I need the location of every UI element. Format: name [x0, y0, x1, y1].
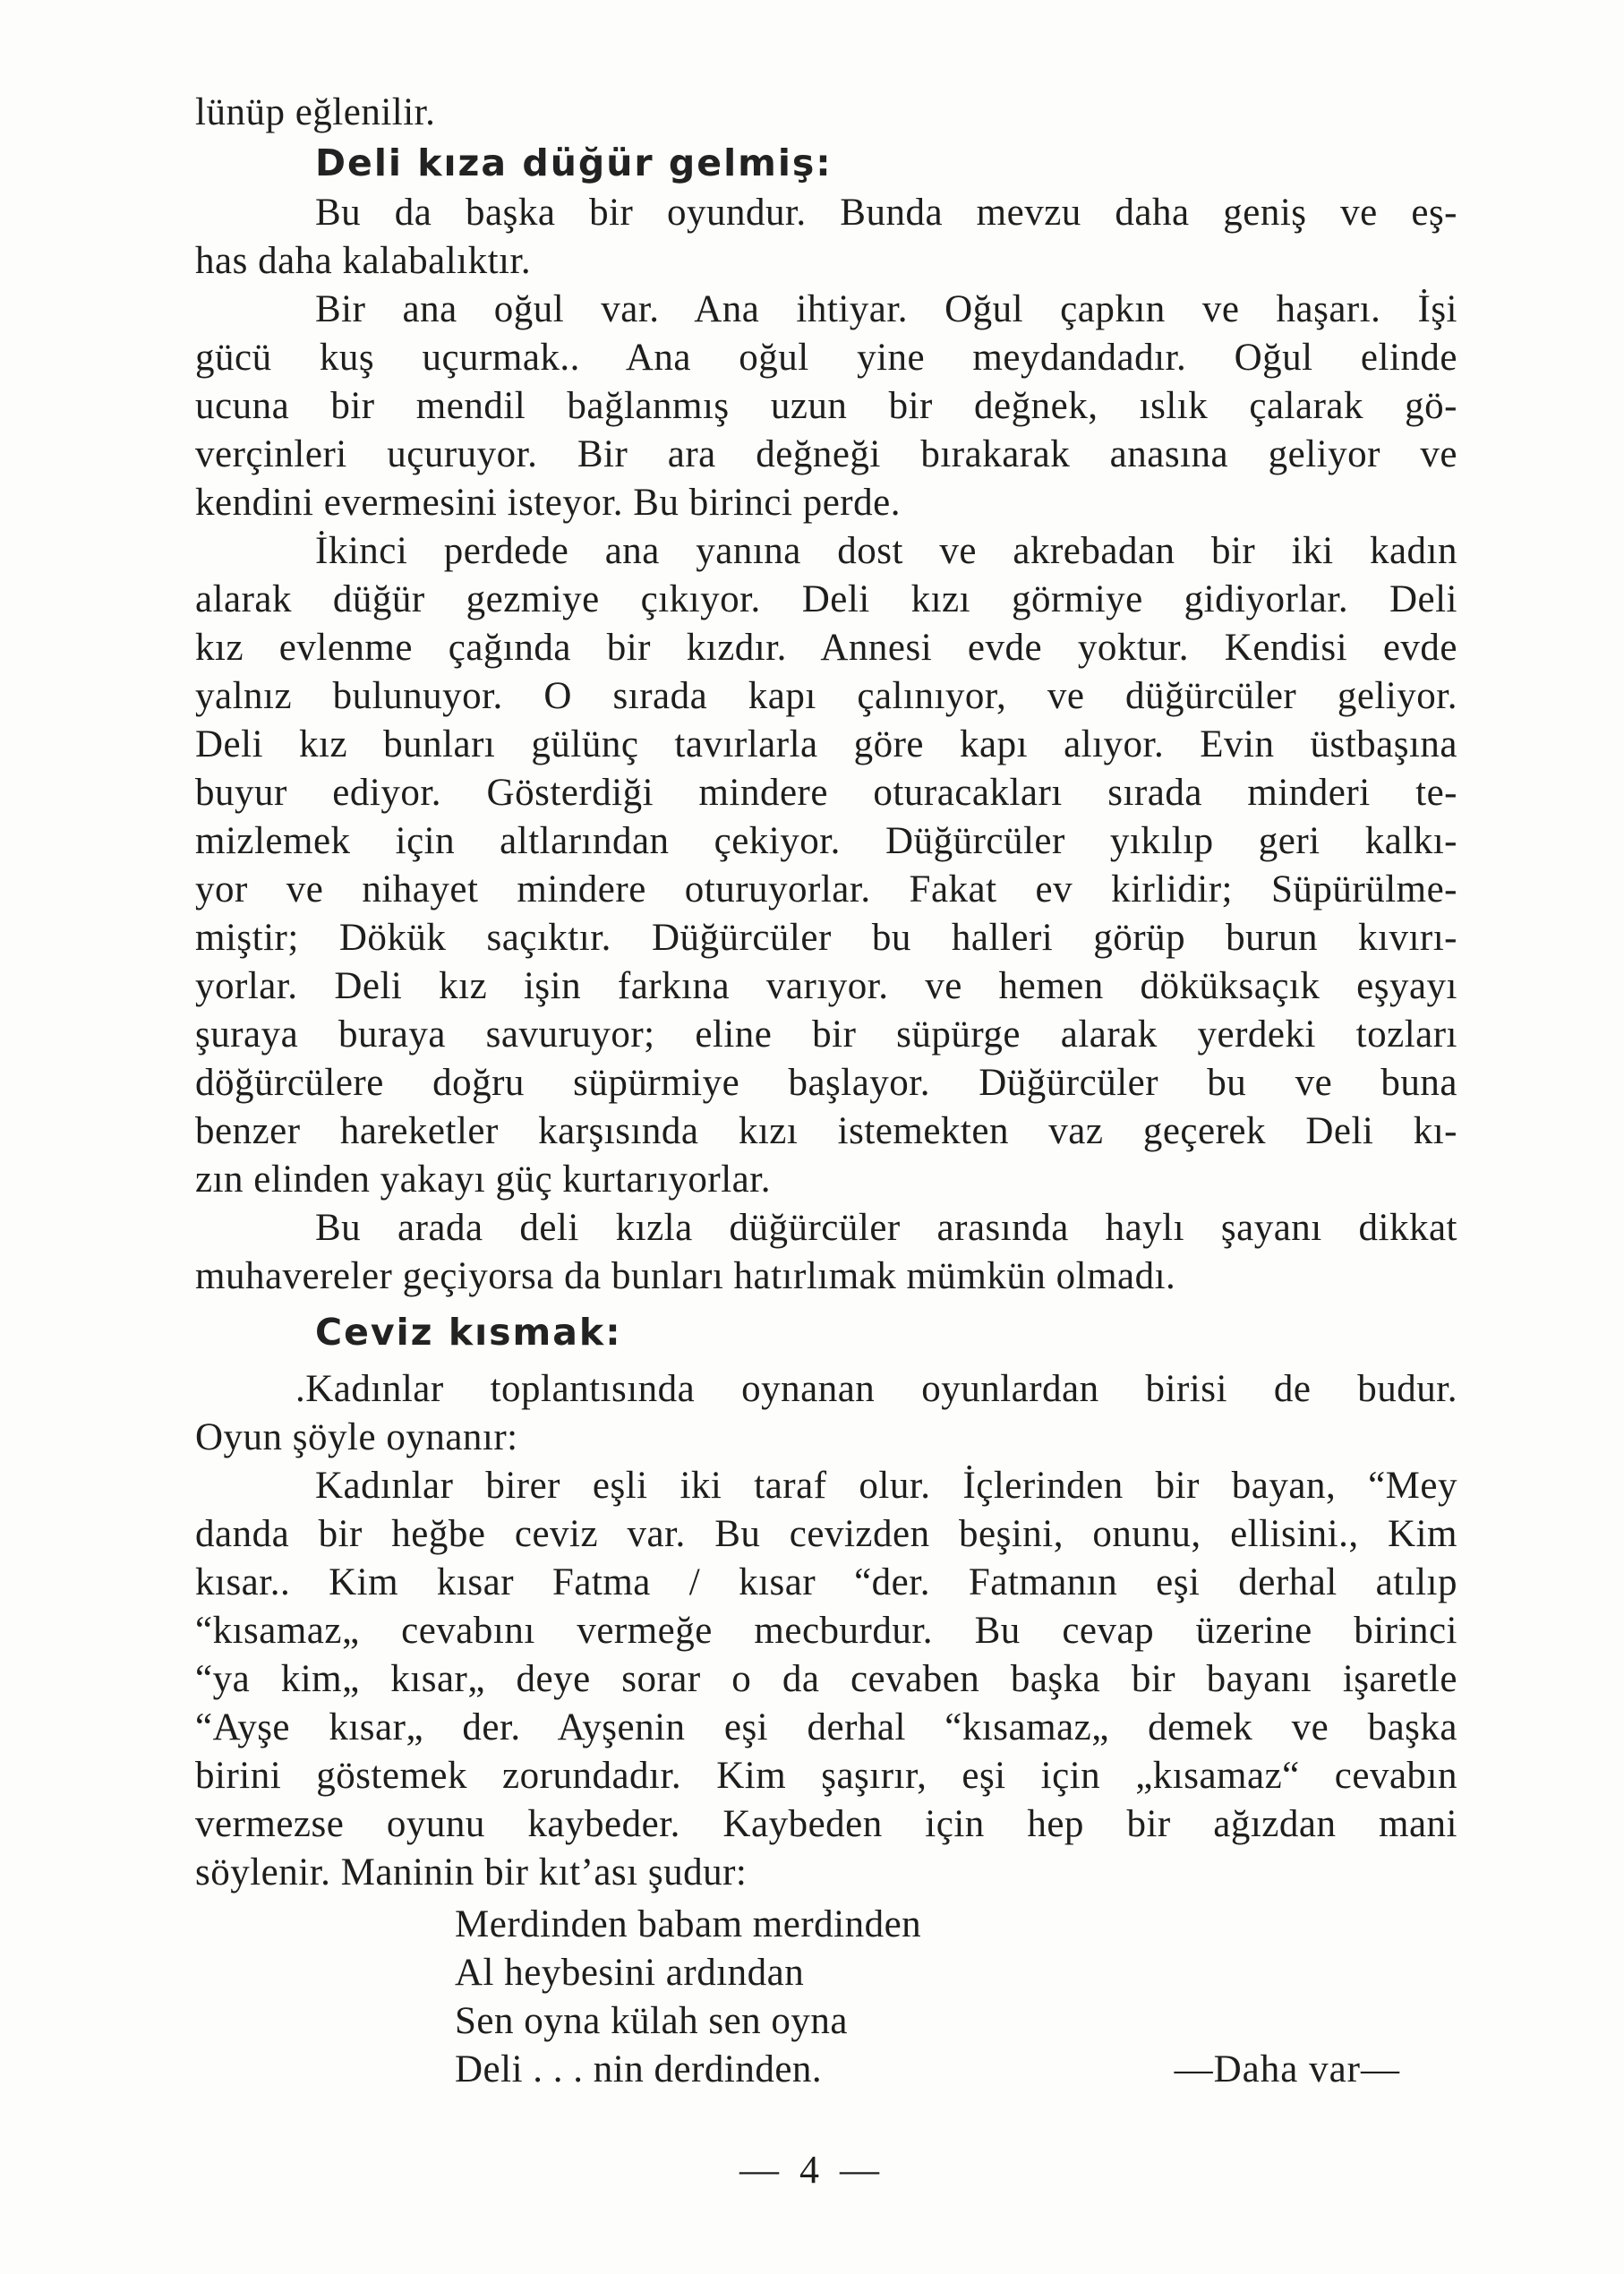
section-heading: Ceviz kısmak: [315, 1311, 622, 1354]
text-line: kısar.. Kim kısar Fatma / kısar “der. Fatmanın eşi derhal atılıp [195, 1561, 1457, 1603]
text-line: “ya kim„ kısar„ deye sorar o da cevaben başka bir bayanı işaretle [195, 1658, 1457, 1700]
text-line: buyur ediyor. Gösterdiği mindere oturacakları sırada minderi te- [195, 772, 1457, 814]
poem-line: Al heybesini ardından [455, 1952, 805, 1994]
continued-note: —Daha var— [1174, 2048, 1400, 2090]
text-line: ucuna bir mendil bağlanmış uzun bir değnek, ıslık çalarak gö- [195, 385, 1457, 427]
text-line: mizlemek için altlarından çekiyor. Düğürcüler yıkılıp geri kalkı- [195, 820, 1457, 862]
text-line: Bir ana oğul var. Ana ihtiyar. Oğul çapkın ve haşarı. İşi [315, 288, 1457, 330]
text-line: verçinleri uçuruyor. Bir ara değneği bırakarak anasına geliyor ve [195, 433, 1457, 475]
text-line: “kısamaz„ cevabını vermeğe mecburdur. Bu cevap üzerine birinci [195, 1610, 1457, 1652]
text-line: gücü kuş uçurmak.. Ana oğul yine meydandadır. Oğul elinde [195, 337, 1457, 379]
text-line: alarak düğür gezmiye çıkıyor. Deli kızı görmiye gidiyorlar. Deli [195, 578, 1457, 620]
poem-line: Merdinden babam merdinden [455, 1903, 922, 1945]
text-line: kız evlenme çağında bir kızdır. Annesi evde yoktur. Kendisi evde [195, 627, 1457, 669]
text-line: kendini evermesini isteyor. Bu birinci perde. [195, 482, 901, 524]
text-line: zın elinden yakayı güç kurtarıyorlar. [195, 1158, 771, 1201]
text-line: söylenir. Maninin bir kıt’ası şudur: [195, 1851, 748, 1894]
text-line: İkinci perdede ana yanına dost ve akrebadan bir iki kadın [315, 530, 1457, 572]
text-line: miştir; Dökük saçıktır. Düğürcüler bu halleri görüp burun kıvırı- [195, 917, 1457, 959]
section-heading: Deli kıza düğür gelmiş: [315, 141, 833, 184]
text-line: yor ve nihayet mindere oturuyorlar. Fakat ev kirlidir; Süpürülme- [195, 868, 1457, 910]
text-line: Bu arada deli kızla düğürcüler arasında haylı şayanı dikkat [315, 1207, 1457, 1249]
poem-line: Sen oyna külah sen oyna [455, 2000, 849, 2042]
text-line: benzer hareketler karşısında kızı istemekten vaz geçerek Deli kı- [195, 1110, 1457, 1152]
text-line: Kadınlar birer eşli iki taraf olur. İçlerinden bir bayan, “Mey [315, 1465, 1457, 1507]
page-number: — 4 — [739, 2148, 885, 2192]
text-line: yorlar. Deli kız işin farkına varıyor. ve hemen döküksaçık eşyayı [195, 965, 1457, 1007]
text-line: muhavereler geçiyorsa da bunları hatırlımak mümkün olmadı. [195, 1255, 1176, 1297]
text-line: birini göstemek zorundadır. Kim şaşırır, eşi için „kısamaz“ cevabın [195, 1755, 1457, 1797]
text-line: Deli kız bunları gülünç tavırlarla göre kapı alıyor. Evin üstbaşına [195, 723, 1457, 765]
poem-line: Deli . . . nin derdinden. [455, 2048, 823, 2090]
text-line: has daha kalabalıktır. [195, 240, 532, 282]
text-line: döğürcülere doğru süpürmiye başlayor. Düğürcüler bu ve buna [195, 1062, 1457, 1104]
text-line: lünüp eğlenilir. [195, 91, 436, 133]
text-line: “Ayşe kısar„ der. Ayşenin eşi derhal “kısamaz„ demek ve başka [195, 1706, 1457, 1748]
text-line: yalnız bulunuyor. O sırada kapı çalınıyor, ve düğürcüler geliyor. [195, 675, 1457, 717]
text-line: .Kadınlar toplantısında oynanan oyunlardan birisi de budur. [295, 1368, 1457, 1410]
text-line: Oyun şöyle oynanır: [195, 1416, 518, 1458]
text-line: Bu da başka bir oyundur. Bunda mevzu daha geniş ve eş- [315, 192, 1457, 234]
text-line: vermezse oyunu kaybeder. Kaybeden için hep bir ağızdan mani [195, 1803, 1457, 1845]
text-line: şuraya buraya savuruyor; eline bir süpürge alarak yerdeki tozları [195, 1013, 1457, 1056]
text-line: danda bir heğbe ceviz var. Bu cevizden beşini, onunu, ellisini., Kim [195, 1513, 1457, 1555]
